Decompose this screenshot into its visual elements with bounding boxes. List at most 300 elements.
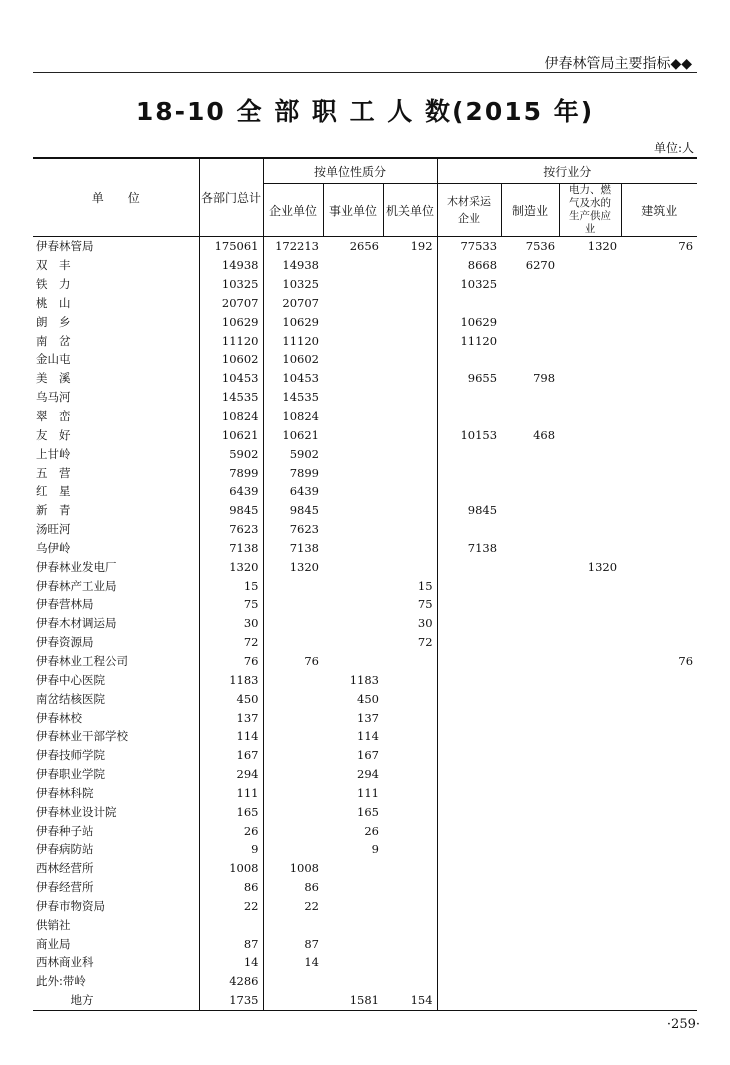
table-cell [437,708,501,727]
table-cell: 294 [199,765,263,784]
table-cell [621,783,697,802]
table-cell [437,915,501,934]
row-label: 翠 峦 [36,409,71,424]
table-cell: 154 [383,991,437,1010]
table-cell [501,275,559,294]
table-cell [621,934,697,953]
table-cell: 167 [357,748,379,763]
row-label: 五 营 [36,465,71,480]
table-cell [437,350,501,369]
table-cell: 8668 [437,256,501,275]
table-cell: 7899 [263,463,323,482]
table-cell: 7623 [263,520,323,539]
row-label: 金山屯 [36,352,71,367]
table-cell [437,595,501,614]
row-label: 伊春林业设计院 [36,804,117,819]
table-cell [559,576,621,595]
table-cell [383,407,437,426]
table-cell: 7623 [199,520,263,539]
table-cell [559,897,621,916]
table-cell [437,934,501,953]
col-group-by-industry: 按行业分 [437,158,697,184]
table-cell: 30 [199,614,263,633]
table-cell [621,821,697,840]
table-cell [559,425,621,444]
table-cell: 9845 [263,501,323,520]
table-row [33,878,697,897]
table-cell [263,991,323,1010]
table-cell [621,388,697,407]
table-cell [437,633,501,652]
row-label: 双 丰 [36,258,71,273]
table-cell [383,444,437,463]
table-cell [437,897,501,916]
table-cell [437,463,501,482]
table-cell: 26 [199,821,263,840]
table-cell [501,897,559,916]
row-label: 伊春技师学院 [36,748,105,763]
table-cell [501,557,559,576]
table-cell: 14 [199,953,263,972]
table-cell [199,915,263,934]
table-cell [559,934,621,953]
table-row [33,670,697,689]
page-number: ·259· [666,1017,700,1032]
table-cell [621,840,697,859]
table-cell [559,689,621,708]
table-cell [501,972,559,991]
table-cell [621,444,697,463]
table-cell [437,520,501,539]
table-cell [559,783,621,802]
row-label: 商业局 [36,936,71,951]
col-header-enterprise: 企业单位 [263,184,323,237]
table-cell [501,614,559,633]
table-cell [383,765,437,784]
unit-label: 单位:人 [653,141,694,155]
table-cell: 114 [357,729,379,744]
table-cell [501,312,559,331]
table-cell [323,369,383,388]
table-cell [323,444,383,463]
row-label: 新 青 [36,503,71,518]
table-cell: 1183 [199,670,263,689]
table-cell: 9 [199,840,263,859]
row-label: 伊春市物资局 [36,898,105,913]
table-cell: 1183 [349,672,379,687]
table-cell: 11120 [437,331,501,350]
table-cell: 7536 [525,239,556,254]
table-row [33,595,697,614]
table-cell [437,727,501,746]
table-cell: 72 [199,633,263,652]
table-cell: 468 [533,427,556,442]
table-cell: 75 [199,595,263,614]
table-cell [501,783,559,802]
table-cell [501,915,559,934]
table-cell [559,539,621,558]
table-cell: 7138 [263,539,323,558]
table-cell [501,652,559,671]
table-cell [383,350,437,369]
table-cell [501,727,559,746]
table-cell [437,802,501,821]
table-cell [323,557,383,576]
table-cell [437,614,501,633]
row-label: 朗 乡 [36,314,71,329]
table-cell [621,727,697,746]
table-cell [323,463,383,482]
table-cell: 114 [199,727,263,746]
table-cell [323,312,383,331]
table-cell: 137 [357,710,379,725]
table-cell [437,576,501,595]
table-cell: 76 [678,239,694,254]
table-cell [437,294,501,313]
table-cell [383,915,437,934]
table-cell [437,407,501,426]
table-cell [559,444,621,463]
running-header: 伊春林管局主要指标◆◆ [544,56,692,72]
table-cell [323,614,383,633]
table-cell [323,953,383,972]
col-header-construction: 建筑业 [621,184,697,237]
table-cell [437,821,501,840]
table-cell [437,388,501,407]
table-cell: 175061 [199,237,263,256]
table-cell: 10602 [199,350,263,369]
table-cell: 9655 [437,369,501,388]
row-label: 伊春林产工业局 [36,578,117,593]
table-cell [559,727,621,746]
statistics-table [33,157,697,1011]
row-label: 铁 力 [36,277,71,292]
table-row [33,294,697,313]
table-row [33,407,697,426]
table-cell [263,633,323,652]
table-cell: 6439 [199,482,263,501]
table-cell [559,331,621,350]
table-row [33,501,697,520]
table-cell [323,294,383,313]
table-cell [621,369,697,388]
table-row [33,388,697,407]
table-cell [323,331,383,350]
table-cell [383,840,437,859]
table-cell [437,972,501,991]
table-cell: 798 [533,371,556,386]
row-label: 伊春职业学院 [36,767,105,782]
table-cell [383,727,437,746]
row-label: 南岔结核医院 [36,691,105,706]
table-cell [621,294,697,313]
table-cell [501,765,559,784]
table-cell: 5902 [199,444,263,463]
table-cell [263,783,323,802]
table-cell: 10325 [437,275,501,294]
row-label: 伊春种子站 [36,823,94,838]
row-label: 桃 山 [36,295,71,310]
table-cell [501,444,559,463]
table-row [33,633,697,652]
table-row [33,312,697,331]
table-cell [437,783,501,802]
table-cell [383,463,437,482]
table-row [33,331,697,350]
table-cell [501,746,559,765]
table-cell: 20707 [263,294,323,313]
table-cell: 6439 [263,482,323,501]
table-cell: 86 [199,878,263,897]
page-title: 18-10 全 部 职 工 人 数(2015 年) [135,97,595,126]
table-cell [323,652,383,671]
table-cell: 111 [199,783,263,802]
table-cell [501,350,559,369]
table-cell [323,576,383,595]
table-cell [383,425,437,444]
table-cell [621,482,697,501]
row-label: 供销社 [36,917,71,932]
table-cell [263,765,323,784]
table-cell: 1320 [587,239,618,254]
table-cell: 10824 [199,407,263,426]
table-cell [263,670,323,689]
table-cell [621,425,697,444]
table-cell [621,859,697,878]
table-cell [501,934,559,953]
table-cell [383,501,437,520]
table-cell: 450 [357,691,379,706]
table-cell [559,275,621,294]
table-cell: 87 [199,934,263,953]
table-cell [383,369,437,388]
table-cell [621,350,697,369]
table-cell [437,557,501,576]
table-cell: 30 [417,616,433,631]
table-cell: 450 [199,689,263,708]
table-cell [323,897,383,916]
table-cell [501,482,559,501]
table-cell [559,312,621,331]
table-row [33,614,697,633]
table-cell [263,840,323,859]
table-row [33,915,697,934]
table-row [33,859,697,878]
table-cell: 72 [417,635,433,650]
table-cell: 7138 [199,539,263,558]
row-label: 伊春木材调运局 [36,616,117,631]
header-rule [33,72,697,73]
table-cell [501,520,559,539]
table-cell [621,746,697,765]
statistics-table-container [33,157,697,1011]
table-cell [621,670,697,689]
table-cell: 1735 [199,991,263,1010]
col-header-institution: 事业单位 [323,184,383,237]
table-cell: 10453 [263,369,323,388]
table-cell: 137 [199,708,263,727]
table-cell [621,915,697,934]
table-cell [621,765,697,784]
table-cell [501,331,559,350]
row-label: 伊春营林局 [36,597,94,612]
table-cell [501,633,559,652]
table-cell: 76 [199,652,263,671]
table-cell [501,539,559,558]
table-cell [621,463,697,482]
table-cell: 6270 [525,258,556,273]
table-row [33,802,697,821]
table-cell [383,539,437,558]
row-label: 伊春资源局 [36,635,94,650]
row-label: 伊春病防站 [36,842,94,857]
table-cell: 4286 [199,972,263,991]
table-cell [559,840,621,859]
table-cell: 76 [678,653,694,668]
table-cell [621,972,697,991]
table-cell: 20707 [199,294,263,313]
table-cell [323,539,383,558]
table-cell: 5902 [263,444,323,463]
table-cell [323,878,383,897]
table-cell [263,727,323,746]
table-cell [323,388,383,407]
table-cell [559,407,621,426]
table-cell: 1320 [199,557,263,576]
table-cell: 111 [357,785,379,800]
table-cell [559,463,621,482]
table-cell [323,915,383,934]
table-cell [621,557,697,576]
table-cell: 14938 [263,256,323,275]
table-cell [559,350,621,369]
table-cell [559,670,621,689]
table-cell: 1320 [263,557,323,576]
table-cell [559,878,621,897]
table-cell [501,388,559,407]
table-cell [323,501,383,520]
row-label: 乌马河 [36,390,71,405]
table-cell [621,501,697,520]
table-cell: 172213 [263,237,323,256]
table-cell [501,595,559,614]
table-row [33,708,697,727]
table-cell: 15 [199,576,263,595]
table-row [33,934,697,953]
table-row [33,821,697,840]
row-label: 美 溪 [36,371,71,386]
table-cell [263,915,323,934]
table-cell [501,878,559,897]
table-cell: 14 [263,953,323,972]
table-row [33,953,697,972]
table-cell: 10629 [199,312,263,331]
col-header-unit: 单 位 [33,158,199,237]
table-row [33,444,697,463]
row-label: 伊春林业干部学校 [36,729,128,744]
table-row [33,972,697,991]
table-cell: 22 [263,897,323,916]
table-cell [501,501,559,520]
table-cell: 10325 [199,275,263,294]
table-row [33,425,697,444]
table-body [33,237,697,1011]
table-cell [323,256,383,275]
table-cell [621,520,697,539]
table-cell [559,501,621,520]
col-header-utilities: 电力、燃气及水的生产供应业 [559,184,621,237]
table-cell [383,953,437,972]
table-cell [559,614,621,633]
col-group-by-nature: 按单位性质分 [263,158,437,184]
table-cell [263,595,323,614]
table-cell [383,388,437,407]
table-row [33,840,697,859]
row-label: 伊春中心医院 [36,672,105,687]
table-cell: 86 [263,878,323,897]
table-cell: 77533 [437,237,501,256]
table-cell [437,840,501,859]
table-cell [323,425,383,444]
row-label: 地方 [33,991,199,1010]
table-cell [383,312,437,331]
table-cell [559,972,621,991]
table-cell [501,670,559,689]
table-cell: 10621 [263,425,323,444]
table-cell [621,633,697,652]
table-cell [383,897,437,916]
row-label: 伊春林业工程公司 [36,653,128,668]
table-cell [559,294,621,313]
row-label: 西林商业科 [36,955,94,970]
table-cell [621,802,697,821]
row-label: 伊春林校 [36,710,82,725]
table-cell: 10602 [263,350,323,369]
table-cell: 14535 [199,388,263,407]
table-cell [383,802,437,821]
table-cell [621,312,697,331]
table-cell: 1581 [323,991,383,1010]
table-cell [559,746,621,765]
table-cell: 1320 [587,559,618,574]
table-cell [621,953,697,972]
row-label: 伊春林管局 [36,239,94,254]
table-row [33,783,697,802]
table-cell [559,821,621,840]
table-cell: 9 [371,842,379,857]
table-row [33,237,697,256]
row-label: 伊春林业发电厂 [36,559,117,574]
table-row [33,652,697,671]
table-cell [383,746,437,765]
table-cell [621,539,697,558]
table-cell [621,897,697,916]
table-cell [383,652,437,671]
table-cell [621,878,697,897]
table-cell [323,934,383,953]
table-cell: 22 [199,897,263,916]
table-cell: 9845 [199,501,263,520]
table-cell: 7138 [437,539,501,558]
table-cell [383,256,437,275]
table-cell: 192 [410,239,433,254]
row-label: 上甘岭 [36,446,71,461]
table-row [33,520,697,539]
table-cell [437,859,501,878]
table-cell [323,633,383,652]
table-cell [621,576,697,595]
table-cell [621,595,697,614]
